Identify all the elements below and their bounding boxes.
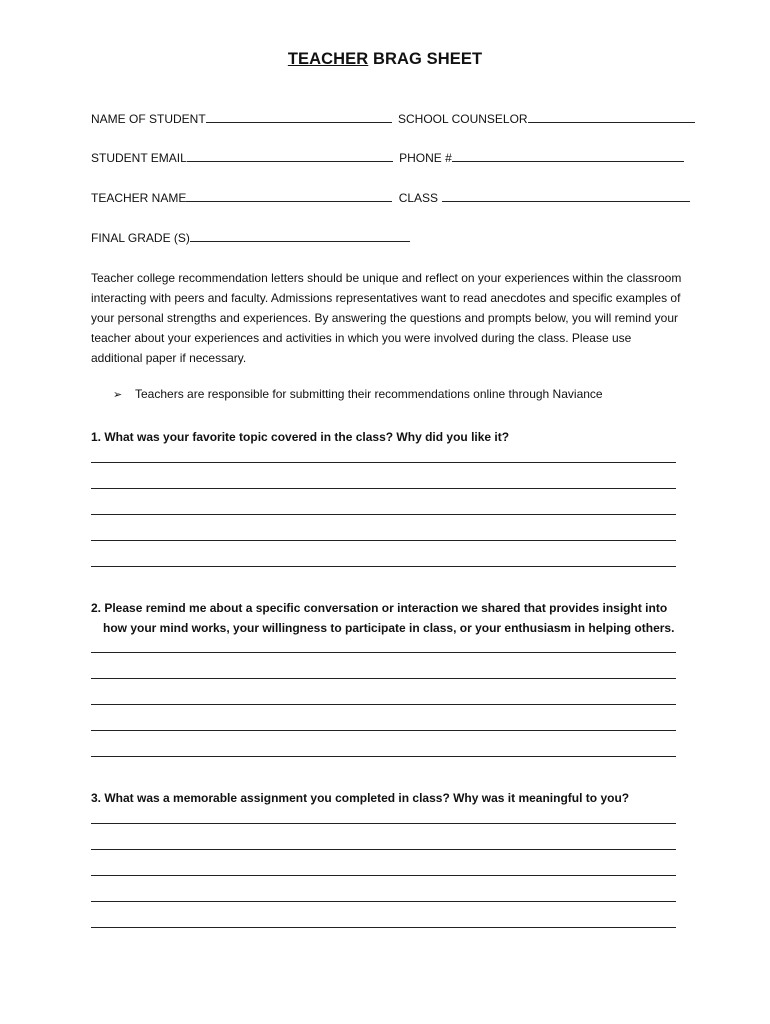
answer-line[interactable]	[91, 875, 676, 876]
answer-line[interactable]	[91, 849, 676, 850]
phone-blank[interactable]	[452, 150, 684, 162]
title-rest: BRAG SHEET	[368, 50, 483, 68]
arrow-bullet-icon: ➢	[113, 389, 123, 401]
intro-paragraph: Teacher college recommendation letters should be unique and reflect on your experiences within the classroom interacting with peers and faculty. Admissions representatives want to read anecdotes and specific examples of your personal strengths and experiences. By answering the questions and prompts below, you will remind your teacher about your experiences and activities in which you were involved during the class. Please use additional paper if necessary.	[91, 271, 682, 365]
field-row-2	[91, 150, 681, 165]
answer-line[interactable]	[91, 566, 676, 567]
answer-line[interactable]	[91, 730, 676, 731]
final-grade-blank[interactable]	[190, 230, 410, 242]
teacher-name-blank[interactable]	[186, 190, 392, 202]
question-2	[91, 598, 691, 638]
title-underlined-word: TEACHER	[287, 50, 369, 68]
answer-line[interactable]	[91, 756, 676, 757]
bullet-text: Teachers are responsible for submitting their recommendations online through Naviance	[135, 387, 603, 401]
question-3	[91, 788, 691, 808]
name-of-student-label: NAME OF STUDENT	[91, 112, 206, 126]
answer-line[interactable]	[91, 678, 676, 679]
answer-line[interactable]	[91, 823, 676, 824]
student-email-label: STUDENT EMAIL	[91, 151, 187, 165]
question-1	[91, 427, 691, 447]
school-counselor-label: SCHOOL COUNSELOR	[398, 112, 528, 126]
name-of-student-blank[interactable]	[206, 111, 392, 123]
answer-line[interactable]	[91, 514, 676, 515]
answer-line[interactable]	[91, 704, 676, 705]
field-row-4	[91, 230, 681, 245]
question-2-line-2: how your mind works, your willingness to participate in class, or your enthusiasm in helping others.	[103, 621, 675, 635]
question-3-text: 3. What was a memorable assignment you completed in class? Why was it meaningful to you?	[91, 791, 630, 805]
answer-line[interactable]	[91, 462, 676, 463]
teacher-name-label: TEACHER NAME	[91, 191, 187, 205]
answer-line[interactable]	[91, 901, 676, 902]
answer-line[interactable]	[91, 488, 676, 489]
answer-line[interactable]	[91, 540, 676, 541]
question-2-line-1: 2. Please remind me about a specific conversation or interaction we shared that provides insight into	[91, 601, 668, 615]
student-email-blank[interactable]	[187, 150, 393, 162]
school-counselor-blank[interactable]	[528, 111, 695, 123]
field-row-3	[91, 190, 681, 205]
class-label: CLASS	[398, 191, 439, 205]
answer-line[interactable]	[91, 652, 676, 653]
field-row-1	[91, 111, 681, 126]
class-blank[interactable]	[442, 190, 690, 202]
final-grade-label: FINAL GRADE (S)	[91, 231, 190, 245]
bullet-item	[113, 387, 603, 401]
question-1-text: 1. What was your favorite topic covered in the class? Why did you like it?	[91, 430, 510, 444]
answer-line[interactable]	[91, 927, 676, 928]
phone-label: PHONE #	[399, 151, 452, 165]
page-title	[0, 50, 770, 69]
